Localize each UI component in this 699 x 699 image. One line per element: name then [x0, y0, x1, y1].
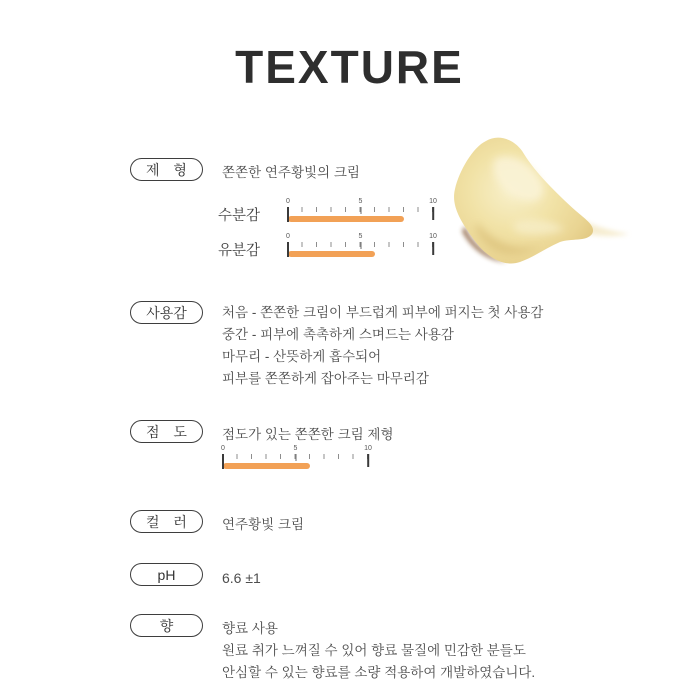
tick-label-10: 10: [429, 233, 437, 240]
tick-label-0: 0: [221, 445, 225, 452]
section-pill-color: [130, 510, 203, 533]
section-pill-scent: [130, 614, 203, 637]
section-pill-ph: [130, 563, 203, 586]
feel-line-4: 피부를 쫀쫀하게 잡아주는 마무리감: [222, 371, 429, 386]
viscosity-text: 점도가 있는 쫀쫀한 크림 제형: [222, 427, 394, 442]
feel-line-1: 처음 - 쫀쫀한 크림이 부드럽게 피부에 퍼지는 첫 사용감: [222, 305, 544, 320]
section-pill-texture-type: [130, 158, 203, 181]
tick-label-0: 0: [286, 233, 290, 240]
end-tick: [432, 242, 434, 255]
viscosity-bar: [223, 463, 310, 469]
mid-tick: [360, 207, 361, 214]
end-tick: [432, 207, 434, 220]
scent-text: 향료 사용: [222, 621, 278, 636]
tick-label-10: 10: [429, 198, 437, 205]
tick-label-10: 10: [364, 445, 372, 452]
tick-label-0: 0: [286, 198, 290, 205]
mid-tick: [360, 242, 361, 249]
cream-swatch-image: [443, 131, 668, 273]
section-pill-viscosity: [130, 420, 203, 443]
tick-label-5: 5: [358, 233, 363, 240]
section-pill-label: pH: [157, 566, 176, 583]
ph-value: 6.6 ±1: [222, 570, 261, 586]
scent-detail-lines: [222, 640, 535, 684]
feel-line-2: 중간 - 피부에 촉촉하게 스며드는 사용감: [222, 327, 454, 342]
section-pill-feel: [130, 301, 203, 324]
feel-text-lines: [222, 302, 543, 390]
texture-type-text: 쫀쫀한 연주황빛의 크림: [222, 165, 360, 180]
zero-tick: [287, 207, 289, 222]
section-pill-label: 점 도: [146, 423, 187, 440]
moisture-bar: [288, 216, 404, 222]
viscosity-scale: [221, 445, 372, 469]
tick-label-5: 5: [293, 445, 298, 452]
section-pill-label: 컬 러: [146, 513, 187, 530]
tick-label-5: 5: [358, 198, 363, 205]
scent-line-2: 안심할 수 있는 향료를 소량 적용하여 개발하였습니다.: [222, 665, 536, 680]
oil-label: 유분감: [218, 243, 261, 259]
page-title: TEXTURE: [235, 41, 464, 93]
feel-line-3: 마무리 - 산뜻하게 흡수되어: [222, 349, 382, 364]
zero-tick: [287, 242, 289, 257]
zero-tick: [222, 454, 224, 469]
section-pill-label: 사용감: [146, 304, 187, 321]
mid-tick: [295, 454, 296, 461]
oil-scale: [286, 233, 437, 257]
color-text: 연주황빛 크림: [222, 517, 304, 532]
section-pill-label: 향: [159, 617, 174, 634]
section-pill-label: 제 형: [146, 161, 187, 178]
moisture-scale: [286, 198, 437, 222]
scent-line-1: 원료 취가 느껴질 수 있어 향료 물질에 민감한 분들도: [222, 643, 526, 658]
moisture-label: 수분감: [218, 208, 261, 224]
end-tick: [367, 454, 369, 467]
oil-bar: [288, 251, 375, 257]
